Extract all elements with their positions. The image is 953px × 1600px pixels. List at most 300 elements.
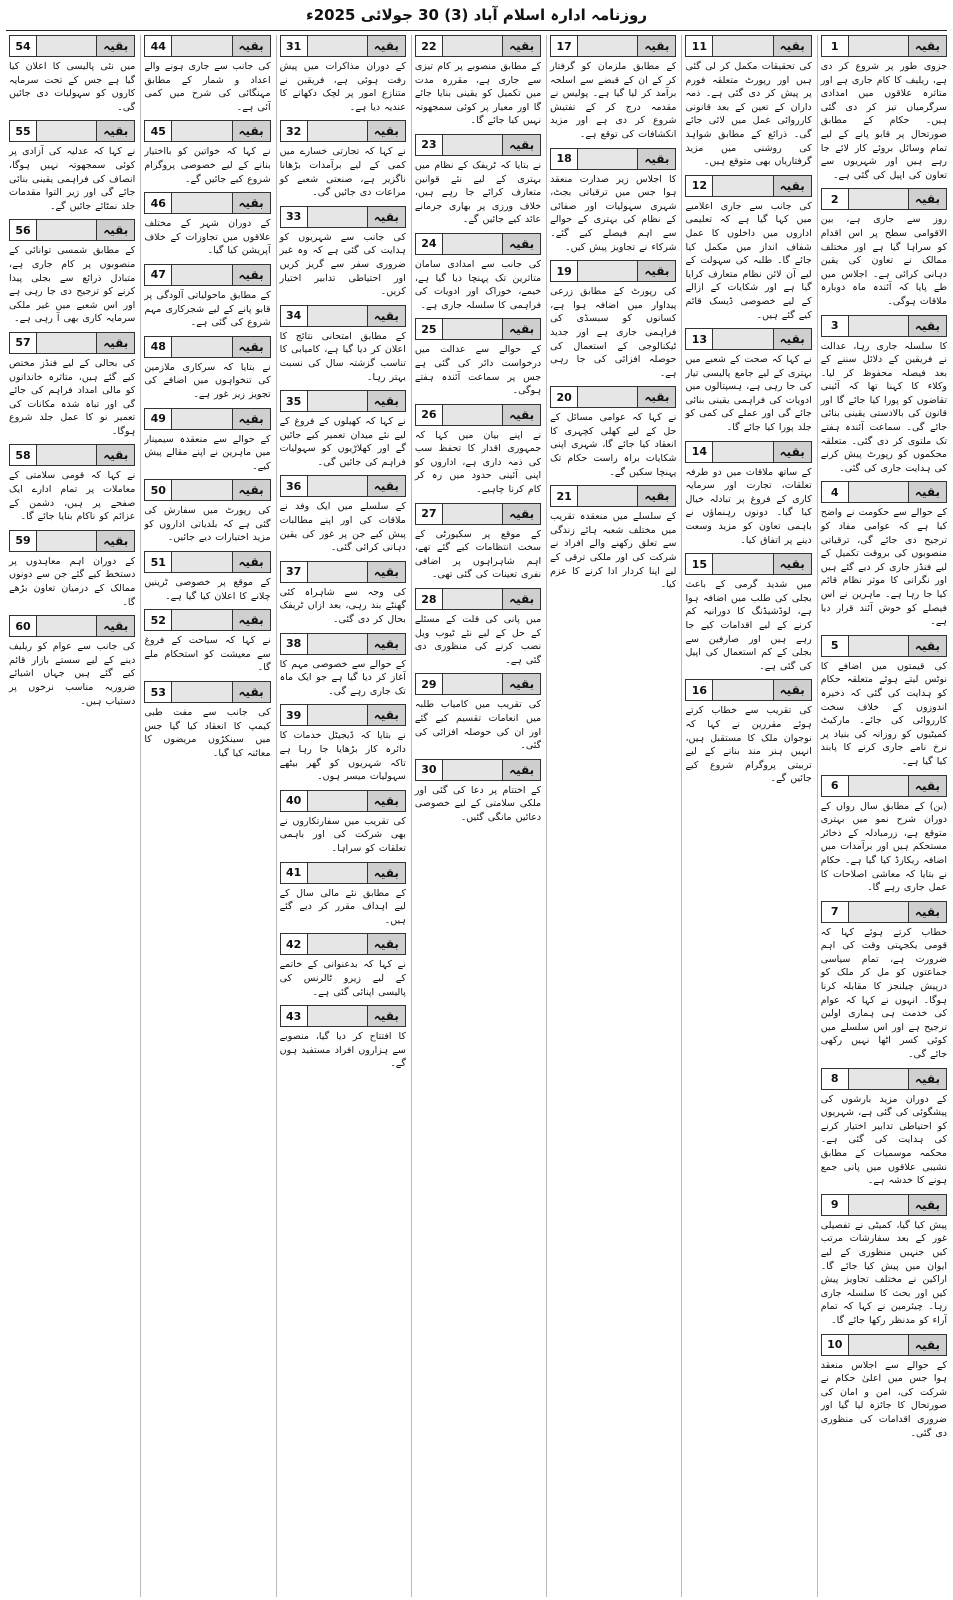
story-number: 55	[10, 121, 37, 141]
continuation-story	[685, 328, 811, 435]
story-number: 3	[822, 316, 849, 336]
continuation-header	[280, 633, 406, 655]
story-text: کے دوران شہر کے مختلف علاقوں میں تجاوزات کے خلاف آپریشن کیا گیا۔	[144, 218, 271, 257]
continuation-header	[144, 408, 270, 430]
continuation-story	[821, 901, 947, 1062]
story-number: 4	[822, 482, 849, 502]
continuation-label: بقیہ	[637, 261, 675, 281]
continuation-story	[280, 704, 406, 783]
continuation-header	[415, 673, 541, 695]
story-number: 60	[10, 616, 37, 636]
story-number: 17	[551, 36, 578, 56]
continuation-label: بقیہ	[908, 776, 946, 796]
continuation-label: بقیہ	[367, 791, 405, 811]
header-bar	[172, 610, 231, 630]
story-text: کا اجلاس زیر صدارت منعقد ہوا جس میں ترقیاتی بجٹ، شہری سہولیات اور صفائی کے نظام کی بہتری کے حوالے سے اہم فیصلے کیے گئے۔ شرکاء نے تجاویز پیش کیں۔	[550, 173, 677, 253]
continuation-label: بقیہ	[367, 562, 405, 582]
continuation-label: بقیہ	[908, 1069, 946, 1089]
continuation-label: بقیہ	[502, 36, 540, 56]
story-text: روز سے جاری ہے، بین الاقوامی سطح پر اس اقدام کو سراہا گیا ہے اور مختلف ممالک نے تعاون کی یقین دہانی کرائی ہے۔ اجلاس میں طے پایا کہ آئندہ ماہ دوبارہ ملاقات ہوگی۔	[820, 214, 947, 307]
story-number: 21	[551, 486, 578, 506]
continuation-story	[821, 188, 947, 308]
continuation-story	[415, 134, 541, 227]
continuation-story	[550, 386, 676, 479]
continuation-header	[144, 35, 270, 57]
header-bar	[308, 306, 367, 326]
story-number: 13	[686, 329, 713, 349]
story-text: کا سلسلہ جاری رہا، عدالت نے فریقین کے دلائل سننے کے بعد فیصلہ محفوظ کر لیا۔ وکلاء کا کہنا تھا کہ آئینی تقاضوں کو پورا کیا جائے گا اور قانون کی بالادستی یقینی بنائی جائے گی۔ سماعت آئندہ ہفتے تک ملتوی کر دی گئی۔ متعلقہ محکموں کو رپورٹ پیش کرنے کی ہدایت جاری کی گئی۔	[820, 340, 947, 474]
continuation-story	[9, 219, 135, 326]
story-text: نے بتایا کہ ڈیجیٹل خدمات کا دائرہ کار بڑھایا جا رہا ہے تاکہ شہریوں کو گھر بیٹھے سہولیات میسر ہوں۔	[279, 730, 406, 783]
continuation-header	[9, 35, 135, 57]
continuation-header	[685, 328, 811, 350]
story-number: 53	[145, 682, 172, 702]
continuation-header	[280, 390, 406, 412]
story-number: 9	[822, 1195, 849, 1215]
story-number: 52	[145, 610, 172, 630]
continuation-header	[144, 609, 270, 631]
header-bar	[172, 121, 231, 141]
continuation-story	[415, 233, 541, 312]
header-bar	[308, 863, 367, 883]
continuation-story	[415, 503, 541, 582]
continuation-story	[415, 588, 541, 667]
continuation-story	[280, 206, 406, 299]
continuation-label: بقیہ	[96, 333, 134, 353]
continuation-header	[415, 35, 541, 57]
continuation-header	[9, 530, 135, 552]
continuation-story	[9, 530, 135, 609]
continuation-label: بقیہ	[502, 234, 540, 254]
story-number: 28	[416, 589, 443, 609]
continuation-label: بقیہ	[96, 121, 134, 141]
continuation-story	[821, 775, 947, 895]
continuation-header	[550, 148, 676, 170]
story-text: کی وجہ سے شاہراہ کئی گھنٹے بند رہی، بعد ازاں ٹریفک بحال کر دی گئی۔	[279, 586, 406, 626]
continuation-header	[415, 404, 541, 426]
continuation-header	[821, 1068, 947, 1090]
continuation-label: بقیہ	[232, 265, 270, 285]
story-number: 30	[416, 760, 443, 780]
continuation-header	[280, 862, 406, 884]
continuation-header	[144, 336, 270, 358]
header-bar	[172, 265, 231, 285]
header-bar	[849, 636, 908, 656]
story-number: 47	[145, 265, 172, 285]
continuation-story	[821, 35, 947, 182]
continuation-header	[821, 188, 947, 210]
story-text: کی رپورٹ میں سفارش کی گئی ہے کہ بلدیاتی اداروں کو مزید اختیارات دیے جائیں۔	[144, 505, 271, 544]
story-number: 1	[822, 36, 849, 56]
story-number: 46	[145, 193, 172, 213]
header-bar	[849, 482, 908, 502]
column-3	[546, 35, 676, 1597]
header-bar	[849, 36, 908, 56]
story-text: نے کہا کہ سیاحت کے فروغ سے معیشت کو استحکام ملے گا۔	[144, 635, 271, 674]
continuation-story	[280, 561, 406, 627]
continuation-header	[550, 260, 676, 282]
story-text: کی بحالی کے لیے فنڈز مختص کیے گئے ہیں، متاثرہ خاندانوں کو مالی امداد فراہم کی جائے گی اور تباہ شدہ مکانات کی تعمیر نو کا عمل جلد شروع ہوگا۔	[9, 357, 136, 437]
continuation-label: بقیہ	[637, 36, 675, 56]
continuation-story	[415, 759, 541, 825]
story-text: کی جانب سے مفت طبی کیمپ کا انعقاد کیا گیا جس میں سینکڑوں مریضوں کا معائنہ کیا گیا۔	[144, 707, 271, 759]
continuation-label: بقیہ	[367, 863, 405, 883]
story-text: کی قیمتوں میں اضافے کا نوٹس لیتے ہوئے متعلقہ حکام کو ہدایت کی گئی کہ ذخیرہ اندوزوں کے خلاف سخت کارروائی کی جائے۔ مارکیٹ کمیٹیوں کو روزانہ کی بنیاد پر نرخ نامے جاری کرنے کا پابند کیا گیا ہے۔	[820, 660, 947, 767]
continuation-story	[144, 551, 270, 603]
story-text: نے کہا کہ عدلیہ کی آزادی پر کوئی سمجھوتہ نہیں ہوگا، انصاف کی فراہمی یقینی بنائی جائے گی اور زیر التوا مقدمات جلد نمٹائے جائیں گے۔	[9, 146, 136, 212]
header-bar	[172, 409, 231, 429]
continuation-story	[415, 318, 541, 397]
masthead-title: روزنامہ ادارہ اسلام آباد (3) 30 جولائی 2025ء	[306, 6, 647, 24]
story-number: 51	[145, 552, 172, 572]
story-text: کے حوالے سے منعقدہ سیمینار میں ماہرین نے اپنے مقالے پیش کیے۔	[144, 433, 271, 472]
continuation-label: بقیہ	[232, 193, 270, 213]
story-number: 35	[281, 391, 308, 411]
header-bar	[308, 705, 367, 725]
story-text: نے کہا کہ تجارتی خسارے میں کمی کے لیے برآمدات بڑھانا ناگزیر ہے، صنعتی شعبے کو مراعات دی جائیں گی۔	[279, 146, 406, 199]
header-bar	[172, 480, 231, 500]
story-number: 42	[281, 934, 308, 954]
story-text: کے اختتام پر دعا کی گئی اور ملکی سلامتی کے لیے خصوصی دعائیں مانگی گئیں۔	[414, 784, 542, 823]
continuation-header	[415, 759, 541, 781]
story-number: 36	[281, 476, 308, 496]
continuation-story	[821, 1334, 947, 1441]
continuation-label: بقیہ	[908, 316, 946, 336]
continuation-label: بقیہ	[773, 442, 811, 462]
continuation-label: بقیہ	[96, 616, 134, 636]
continuation-header	[821, 635, 947, 657]
continuation-story	[821, 481, 947, 628]
story-text: کی جانب سے امدادی سامان متاثرین تک پہنچا دیا گیا ہے، خیمے، خوراک اور ادویات کی فراہمی کا سلسلہ جاری ہے۔	[414, 258, 542, 311]
header-bar	[443, 760, 502, 780]
continuation-header	[821, 1194, 947, 1216]
column-6	[140, 35, 270, 1597]
header-bar	[443, 405, 502, 425]
continuation-label: بقیہ	[367, 934, 405, 954]
story-text: کے مطابق شمسی توانائی کے منصوبوں پر کام جاری ہے، متبادل ذرائع سے بجلی پیدا کرنے کو ترجیح دی جا رہی ہے اور اس شعبے میں غیر ملکی سرمایہ کاری بھی آ رہی ہے۔	[9, 245, 136, 325]
story-number: 24	[416, 234, 443, 254]
continuation-label: بقیہ	[908, 482, 946, 502]
story-number: 2	[822, 189, 849, 209]
continuation-header	[415, 318, 541, 340]
continuation-story	[821, 635, 947, 769]
continuation-label: بقیہ	[637, 486, 675, 506]
story-number: 57	[10, 333, 37, 353]
continuation-header	[550, 485, 676, 507]
header-bar	[443, 504, 502, 524]
continuation-story	[9, 615, 135, 708]
header-bar	[713, 176, 772, 196]
continuation-label: بقیہ	[232, 480, 270, 500]
continuation-story	[144, 120, 270, 186]
masthead	[6, 0, 947, 31]
header-bar	[443, 36, 502, 56]
story-text: کے دوران مذاکرات میں پیش رفت ہوئی ہے، فریقین نے متنازع امور پر لچک دکھانے کا عندیہ دیا ہے۔	[279, 61, 406, 113]
story-text: کی تقریب میں کامیاب طلبہ میں انعامات تقسیم کیے گئے اور ان کی حوصلہ افزائی کی گئی۔	[414, 699, 542, 752]
continuation-story	[280, 390, 406, 469]
continuation-header	[415, 134, 541, 156]
continuation-story	[821, 1068, 947, 1188]
continuation-label: بقیہ	[232, 409, 270, 429]
story-number: 18	[551, 149, 578, 169]
header-bar	[172, 682, 231, 702]
header-bar	[308, 207, 367, 227]
story-text: نے کہا کہ صحت کے شعبے میں بہتری کے لیے جامع پالیسی تیار کی جا رہی ہے، ہسپتالوں میں ادویات کی فراہمی یقینی بنائی جائے گی اور عملے کی کمی کو جلد پورا کیا جائے گا۔	[685, 354, 812, 434]
continuation-header	[821, 35, 947, 57]
continuation-header	[9, 219, 135, 241]
story-number: 41	[281, 863, 308, 883]
column-4	[411, 35, 541, 1597]
story-text: کی تقریب سے خطاب کرتے ہوئے مقررین نے کہا کہ نوجوان ملک کا مستقبل ہیں، انہیں ہنر مند بنانے کے لیے تربیتی پروگرام شروع کیے جائیں گے۔	[685, 705, 812, 785]
story-number: 43	[281, 1006, 308, 1026]
column-7	[6, 35, 135, 1597]
continuation-label: بقیہ	[773, 176, 811, 196]
continuation-label: بقیہ	[232, 682, 270, 702]
continuation-story	[415, 404, 541, 497]
header-bar	[443, 589, 502, 609]
continuation-story	[9, 444, 135, 523]
continuation-label: بقیہ	[96, 220, 134, 240]
header-bar	[849, 1335, 908, 1355]
header-bar	[443, 234, 502, 254]
continuation-story	[280, 862, 406, 928]
header-bar	[713, 554, 772, 574]
story-text: کے دوران مزید بارشوں کی پیشگوئی کی گئی ہے، شہریوں کو احتیاطی تدابیر اختیار کرنے کی ہدایت کی گئی ہے۔ محکمہ موسمیات کے مطابق نشیبی علاقوں میں پانی جمع ہونے کا خدشہ ہے۔	[820, 1093, 947, 1187]
continuation-label: بقیہ	[367, 1006, 405, 1026]
continuation-story	[685, 679, 811, 786]
story-text: کا افتتاح کر دیا گیا، منصوبے سے ہزاروں افراد مستفید ہوں گے۔	[279, 1031, 406, 1070]
continuation-story	[685, 553, 811, 673]
continuation-header	[280, 704, 406, 726]
continuation-label: بقیہ	[232, 337, 270, 357]
story-text: کے مطابق امتحانی نتائج کا اعلان کر دیا گیا ہے، کامیابی کا تناسب گزشتہ سال کی نسبت بہتر رہا۔	[279, 330, 406, 383]
continuation-story	[144, 681, 270, 760]
continuation-label: بقیہ	[367, 634, 405, 654]
story-number: 56	[10, 220, 37, 240]
continuation-header	[280, 35, 406, 57]
header-bar	[37, 121, 96, 141]
continuation-header	[280, 120, 406, 142]
continuation-header	[280, 561, 406, 583]
header-bar	[308, 634, 367, 654]
header-bar	[849, 316, 908, 336]
continuation-header	[144, 551, 270, 573]
header-bar	[172, 552, 231, 572]
continuation-story	[9, 332, 135, 439]
story-number: 33	[281, 207, 308, 227]
header-bar	[37, 531, 96, 551]
continuation-label: بقیہ	[502, 674, 540, 694]
continuation-label: بقیہ	[96, 445, 134, 465]
continuation-label: بقیہ	[908, 1335, 946, 1355]
continuation-story	[685, 441, 811, 548]
continuation-header	[144, 479, 270, 501]
continuation-story	[415, 35, 541, 128]
header-bar	[849, 1069, 908, 1089]
header-bar	[578, 36, 637, 56]
header-bar	[308, 36, 367, 56]
story-number: 39	[281, 705, 308, 725]
continuation-header	[280, 790, 406, 812]
story-number: 8	[822, 1069, 849, 1089]
story-text: نے بتایا کہ ٹریفک کے نظام میں بہتری کے لیے نئے قوانین متعارف کرائے جا رہے ہیں، خلاف ورزی پر بھاری جرمانے عائد کیے جائیں گے۔	[414, 159, 542, 226]
continuation-label: بقیہ	[367, 391, 405, 411]
continuation-label: بقیہ	[367, 121, 405, 141]
continuation-story	[144, 609, 270, 675]
story-text: جزوی طور پر شروع کر دی ہے، ریلیف کا کام جاری ہے اور متاثرہ علاقوں میں امدادی سرگرمیاں تیز کر دی گئی ہیں۔ حکام کے مطابق صورتحال پر قابو پانے کے لیے تمام وسائل بروئے کار لائے جا رہے ہیں اور شہریوں سے تعاون کی اپیل کی گئی ہے۔	[820, 61, 947, 181]
header-bar	[37, 333, 96, 353]
header-bar	[37, 220, 96, 240]
story-text: کے حوالے سے عدالت میں درخواست دائر کی گئی ہے جس پر سماعت آئندہ ہفتے ہوگی۔	[414, 344, 542, 397]
continuation-story	[280, 475, 406, 554]
story-text: خطاب کرتے ہوئے کہا کہ قومی یکجہتی وقت کی اہم ضرورت ہے، تمام سیاسی جماعتوں کو مل کر ملک کو درپیش چیلنجز کا مقابلہ کرنا ہوگا۔ انہوں نے کہا کہ عوام کی خدمت ہی ہماری اولین ترجیح ہے اور اس سلسلے میں کوئی کسر اٹھا نہیں رکھی جائے گی۔	[820, 926, 947, 1061]
story-text: کی جانب سے جاری اعلامیے میں کہا گیا ہے کہ تعلیمی اداروں میں داخلوں کا عمل شفاف انداز میں مکمل کیا جائے گا۔ طلبہ کی سہولت کے لیے آن لائن نظام متعارف کرایا گیا ہے اور شکایات کے ازالے کے لیے خصوصی ڈیسک قائم کیے گئے ہیں۔	[685, 200, 812, 321]
continuation-story	[144, 264, 270, 330]
header-bar	[849, 1195, 908, 1215]
continuation-story	[821, 1194, 947, 1328]
continuation-header	[685, 35, 811, 57]
continuation-label: بقیہ	[637, 149, 675, 169]
continuation-story	[280, 790, 406, 856]
continuation-header	[280, 206, 406, 228]
continuation-header	[9, 615, 135, 637]
continuation-header	[280, 305, 406, 327]
story-number: 37	[281, 562, 308, 582]
story-number: 10	[822, 1335, 849, 1355]
continuation-label: بقیہ	[232, 610, 270, 630]
continuation-header	[9, 444, 135, 466]
story-number: 14	[686, 442, 713, 462]
story-number: 12	[686, 176, 713, 196]
story-text: کی جانب سے عوام کو ریلیف دینے کے لیے سستے بازار قائم کیے گئے ہیں جہاں اشیائے ضروریہ مناسب نرخوں پر دستیاب ہیں۔	[9, 641, 136, 707]
continuation-label: بقیہ	[367, 476, 405, 496]
header-bar	[172, 193, 231, 213]
continuation-story	[685, 35, 811, 169]
story-text: کے حوالے سے حکومت نے واضح کیا ہے کہ عوامی مفاد کو ترجیح دی جائے گی، ترقیاتی منصوبوں کی بروقت تکمیل کے لیے فنڈز جاری کر دیے گئے ہیں اور نگرانی کا موثر نظام قائم کیا جا رہا ہے۔ ماہرین نے اس فیصلے کو خوش آئند قرار دیا ہے۔	[820, 507, 947, 628]
story-text: کی جانب سے جاری ہونے والے اعداد و شمار کے مطابق مہنگائی کی شرح میں کمی آئی ہے۔	[144, 61, 271, 113]
continuation-story	[280, 633, 406, 699]
story-number: 38	[281, 634, 308, 654]
story-text: پیش کیا گیا، کمیٹی نے تفصیلی غور کے بعد سفارشات مرتب کیں جنہیں منظوری کے لیے ایوان میں پیش کیا جائے گا۔ اراکین نے مختلف تجاویز پیش کیں اور بحث کا سلسلہ جاری رہا۔ چیئرمین نے کہا کہ تمام آراء کو مدنظر رکھا جائے گا۔	[820, 1219, 947, 1326]
header-bar	[578, 387, 637, 407]
story-text: نے کہا کہ قومی سلامتی کے معاملات پر تمام ادارے ایک صفحے پر ہیں، دشمن کے عزائم کو ناکام بنایا جائے گا۔	[9, 470, 136, 523]
continuation-label: بقیہ	[773, 680, 811, 700]
story-number: 16	[686, 680, 713, 700]
story-number: 20	[551, 387, 578, 407]
story-text: کے دوران اہم معاہدوں پر دستخط کیے گئے جن سے دونوں ممالک کے درمیان تعاون بڑھے گا۔	[9, 555, 136, 608]
columns-container	[6, 35, 947, 1597]
header-bar	[713, 442, 772, 462]
continuation-header	[550, 386, 676, 408]
continuation-label: بقیہ	[232, 36, 270, 56]
header-bar	[713, 329, 772, 349]
continuation-header	[280, 475, 406, 497]
story-text: (بن) کے مطابق سال رواں کے دوران شرح نمو میں بہتری متوقع ہے، زرمبادلہ کے ذخائر مستحکم ہیں اور برآمدات میں اضافہ ریکارڈ کیا گیا ہے۔ حکام نے بتایا کہ معاشی اصلاحات کا عمل جاری رہے گا۔	[820, 800, 947, 894]
header-bar	[443, 135, 502, 155]
story-number: 5	[822, 636, 849, 656]
continuation-story	[280, 305, 406, 384]
continuation-story	[550, 260, 676, 380]
continuation-story	[550, 35, 676, 142]
header-bar	[443, 319, 502, 339]
continuation-label: بقیہ	[908, 189, 946, 209]
story-number: 45	[145, 121, 172, 141]
story-text: کی تقریب میں سفارتکاروں نے بھی شرکت کی اور باہمی تعلقات کو سراہا۔	[279, 815, 406, 854]
continuation-label: بقیہ	[637, 387, 675, 407]
continuation-label: بقیہ	[96, 531, 134, 551]
story-number: 50	[145, 480, 172, 500]
continuation-header	[144, 192, 270, 214]
continuation-header	[821, 1334, 947, 1356]
story-number: 59	[10, 531, 37, 551]
story-text: نے کہا کہ کھیلوں کے فروغ کے لیے نئے میدان تعمیر کیے جائیں گے اور کھلاڑیوں کو سہولیات فراہم کی جائیں گی۔	[279, 416, 406, 468]
continuation-header	[685, 679, 811, 701]
story-number: 22	[416, 36, 443, 56]
continuation-header	[280, 933, 406, 955]
header-bar	[578, 261, 637, 281]
header-bar	[308, 562, 367, 582]
header-bar	[308, 934, 367, 954]
continuation-story	[144, 35, 270, 114]
story-number: 25	[416, 319, 443, 339]
header-bar	[37, 445, 96, 465]
continuation-story	[280, 120, 406, 199]
continuation-story	[550, 485, 676, 592]
continuation-header	[821, 481, 947, 503]
continuation-header	[144, 120, 270, 142]
header-bar	[308, 391, 367, 411]
continuation-label: بقیہ	[773, 36, 811, 56]
continuation-header	[685, 553, 811, 575]
continuation-header	[821, 315, 947, 337]
continuation-label: بقیہ	[908, 902, 946, 922]
continuation-label: بقیہ	[502, 589, 540, 609]
continuation-label: بقیہ	[367, 705, 405, 725]
continuation-story	[144, 408, 270, 474]
story-number: 40	[281, 791, 308, 811]
continuation-header	[144, 264, 270, 286]
continuation-label: بقیہ	[232, 552, 270, 572]
continuation-story	[144, 192, 270, 258]
header-bar	[849, 902, 908, 922]
story-number: 58	[10, 445, 37, 465]
continuation-label: بقیہ	[367, 36, 405, 56]
column-2	[681, 35, 811, 1597]
continuation-label: بقیہ	[502, 405, 540, 425]
continuation-header	[280, 1005, 406, 1027]
continuation-label: بقیہ	[367, 207, 405, 227]
continuation-label: بقیہ	[908, 1195, 946, 1215]
story-number: 23	[416, 135, 443, 155]
header-bar	[849, 189, 908, 209]
story-text: کے سلسلے میں ایک وفد نے ملاقات کی اور اپنے مطالبات پیش کیے جن پر غور کی یقین دہانی کرائی گئی۔	[279, 501, 406, 554]
story-text: کی رپورٹ کے مطابق زرعی پیداوار میں اضافہ ہوا ہے، کسانوں کو سبسڈی کی فراہمی جاری ہے اور جدید ٹیکنالوجی کے استعمال کی حوصلہ افزائی کی جا رہی ہے۔	[550, 286, 677, 379]
header-bar	[172, 337, 231, 357]
story-text: کے موقع پر خصوصی ٹرینیں چلانے کا اعلان کیا گیا ہے۔	[144, 577, 271, 602]
continuation-label: بقیہ	[773, 329, 811, 349]
continuation-header	[415, 503, 541, 525]
header-bar	[308, 791, 367, 811]
story-text: کے مطابق ماحولیاتی آلودگی پر قابو پانے کے لیے شجرکاری مہم شروع کی گئی ہے۔	[144, 289, 271, 329]
continuation-header	[685, 175, 811, 197]
story-text: میں شدید گرمی کے باعث بجلی کی طلب میں اضافہ ہوا ہے، لوڈشیڈنگ کا دورانیہ کم کرنے کے لیے اقدامات کیے جا رہے ہیں اور صارفین سے بجلی کے کم استعمال کی اپیل کی گئی ہے۔	[685, 579, 812, 672]
continuation-story	[144, 479, 270, 545]
header-bar	[578, 149, 637, 169]
continuation-label: بقیہ	[773, 554, 811, 574]
story-number: 11	[686, 36, 713, 56]
header-bar	[713, 36, 772, 56]
story-text: کے ساتھ ملاقات میں دو طرفہ تعلقات، تجارت اور سرمایہ کاری کے فروغ پر تبادلہ خیال کیا گیا۔ دونوں رہنماؤں نے باہمی تعاون کو مزید وسعت دینے پر اتفاق کیا۔	[685, 466, 812, 546]
